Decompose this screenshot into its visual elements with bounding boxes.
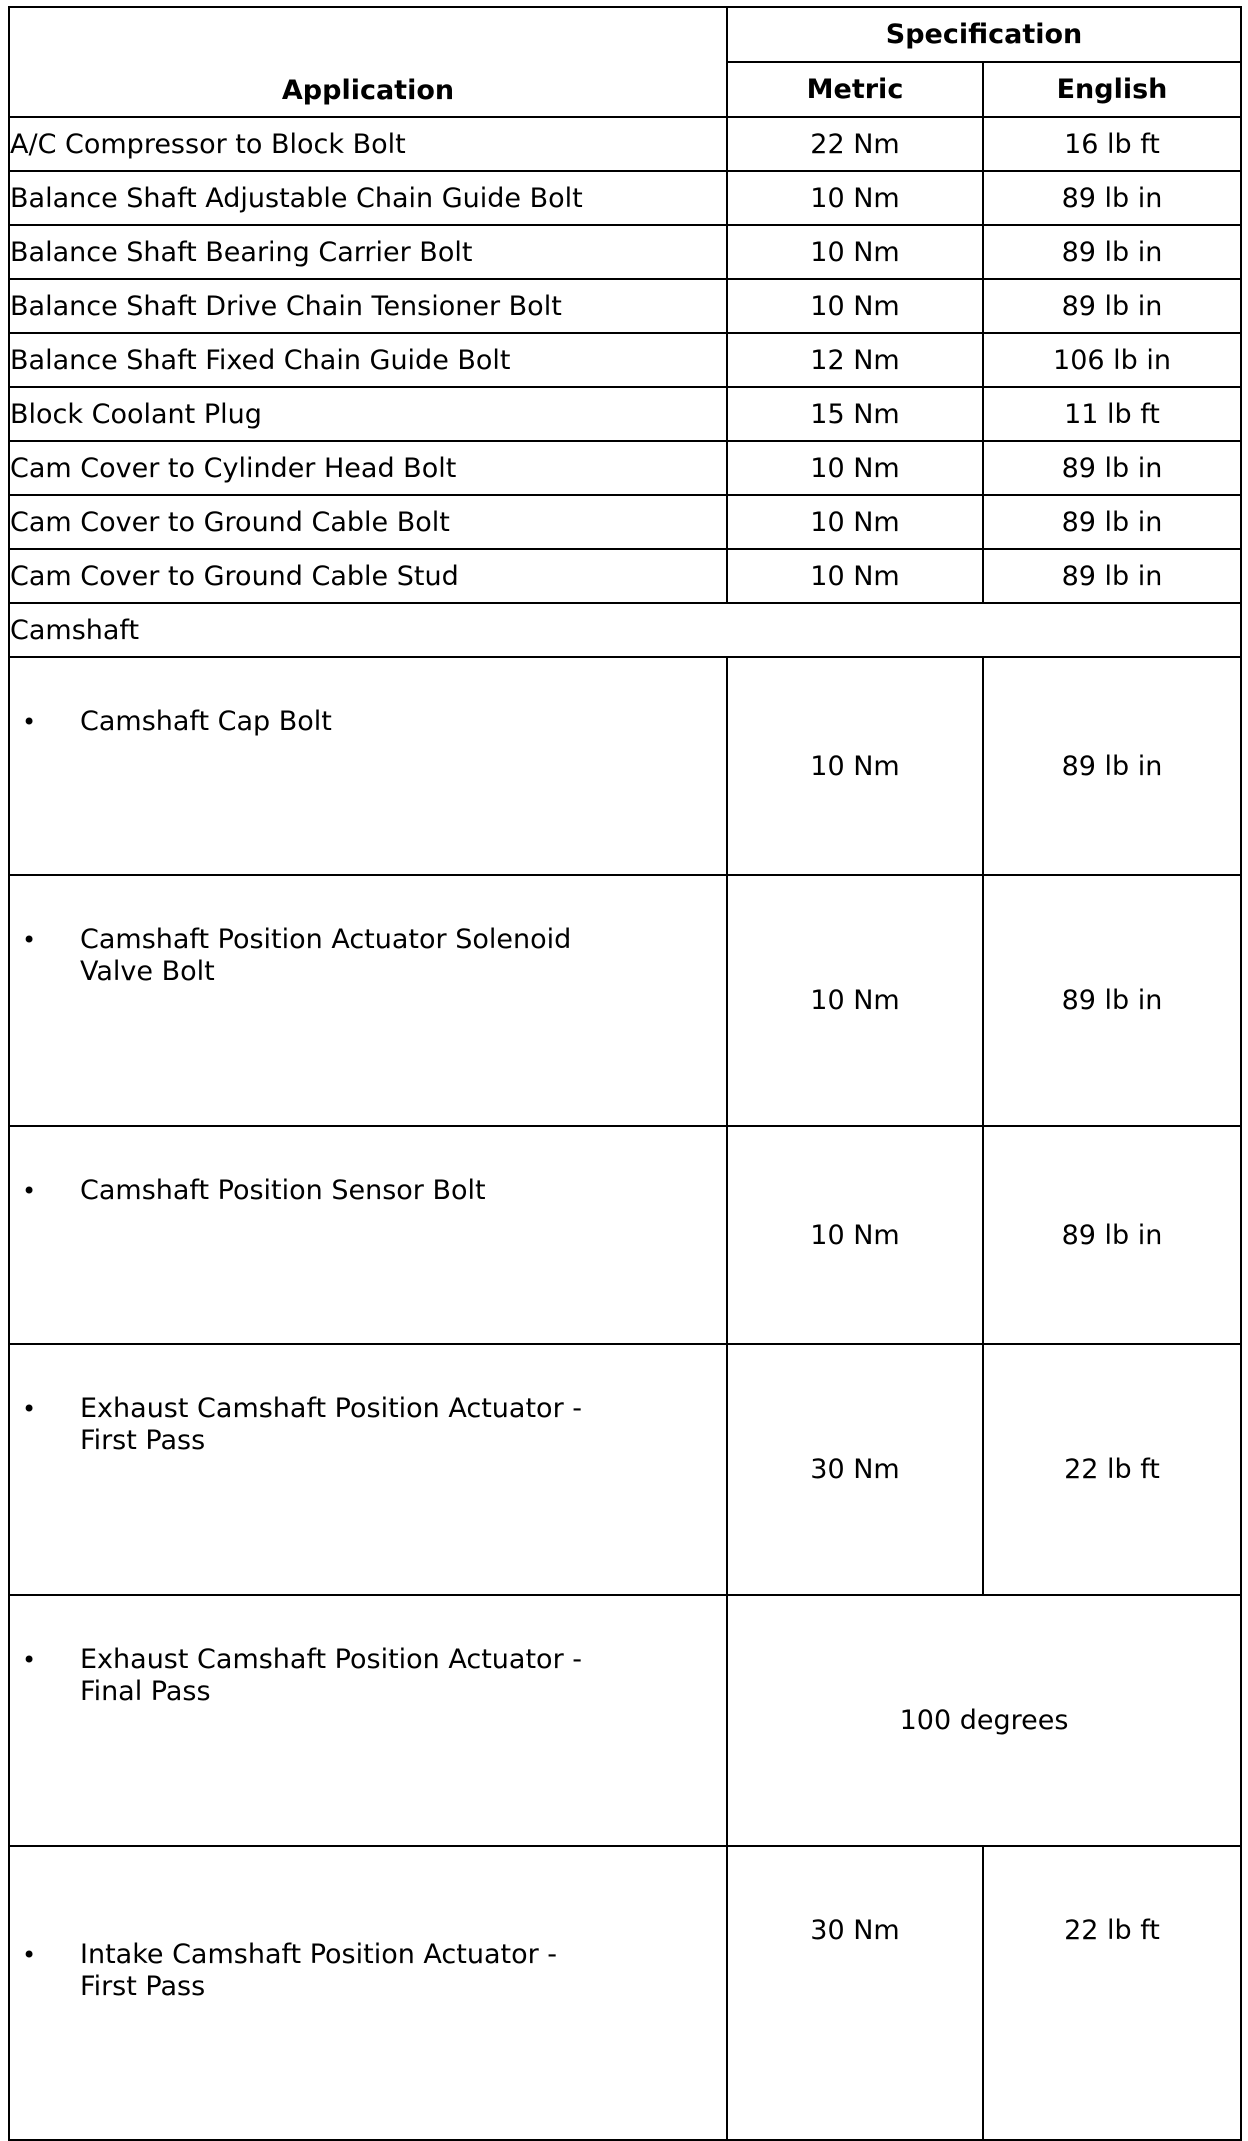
application-cell: Balance Shaft Drive Chain Tensioner Bolt [9,279,727,333]
english-cell: 89 lb in [983,657,1241,875]
table-row [9,387,1241,441]
table-row [9,171,1241,225]
application-cell: Balance Shaft Bearing Carrier Bolt [9,225,727,279]
english-cell: 22 lb ft [983,1344,1241,1595]
header-specification: Specification [727,7,1241,62]
table-row [9,1846,1241,2140]
metric-cell: 10 Nm [727,549,983,603]
table-row [9,1344,1241,1595]
application-cell: A/C Compressor to Block Bolt [9,117,727,171]
header-english: English [983,62,1241,117]
application-cell [9,657,727,875]
table-row [9,495,1241,549]
metric-cell: 10 Nm [727,657,983,875]
application-cell [9,1595,727,1846]
application-cell: Cam Cover to Ground Cable Bolt [9,495,727,549]
metric-cell: 10 Nm [727,441,983,495]
table-row [9,657,1241,875]
combined-spec-cell: 100 degrees [727,1595,1241,1846]
metric-cell: 30 Nm [727,1846,983,2140]
english-cell: 89 lb in [983,1126,1241,1344]
item-text: Camshaft Position Actuator Solenoid Valve Bolt [80,924,572,987]
group-header-row [9,603,1241,657]
metric-cell: 22 Nm [727,117,983,171]
application-cell: Balance Shaft Fixed Chain Guide Bolt [9,333,727,387]
metric-cell: 10 Nm [727,495,983,549]
table-row [9,279,1241,333]
bullet-icon: • [22,708,37,736]
table-row [9,117,1241,171]
metric-cell: 30 Nm [727,1344,983,1595]
english-cell: 11 lb ft [983,387,1241,441]
metric-cell: 10 Nm [727,279,983,333]
metric-cell: 10 Nm [727,875,983,1126]
torque-spec-table [8,6,1242,2141]
header-application: Application [9,7,727,117]
bullet-icon: • [22,1395,37,1423]
bullet-icon: • [22,1646,37,1674]
item-text: Exhaust Camshaft Position Actuator - First Pass [80,1393,582,1456]
metric-cell: 10 Nm [727,225,983,279]
application-cell: Cam Cover to Cylinder Head Bolt [9,441,727,495]
english-cell: 106 lb in [983,333,1241,387]
table-row [9,333,1241,387]
english-cell: 89 lb in [983,495,1241,549]
english-cell: 89 lb in [983,441,1241,495]
application-cell [9,1846,727,2140]
english-cell: 89 lb in [983,279,1241,333]
application-cell [9,1126,727,1344]
english-cell: 22 lb ft [983,1846,1241,2140]
english-cell: 89 lb in [983,875,1241,1126]
header-metric: Metric [727,62,983,117]
table-row [9,1126,1241,1344]
application-cell [9,875,727,1126]
table-row [9,549,1241,603]
metric-cell: 12 Nm [727,333,983,387]
metric-cell: 10 Nm [727,171,983,225]
table-row [9,875,1241,1126]
metric-cell: 15 Nm [727,387,983,441]
item-text: Intake Camshaft Position Actuator - First Pass [80,1939,558,2002]
item-text: Camshaft Cap Bolt [80,706,332,737]
bullet-icon: • [22,1941,37,1969]
english-cell: 89 lb in [983,225,1241,279]
application-cell: Balance Shaft Adjustable Chain Guide Bolt [9,171,727,225]
application-cell: Block Coolant Plug [9,387,727,441]
table-row [9,441,1241,495]
table-row [9,225,1241,279]
bullet-icon: • [22,1177,37,1205]
bullet-icon: • [22,926,37,954]
table-row [9,1595,1241,1846]
item-text: Camshaft Position Sensor Bolt [80,1175,486,1206]
english-cell: 89 lb in [983,549,1241,603]
application-cell [9,1344,727,1595]
group-label: Camshaft [9,603,1241,657]
item-text: Exhaust Camshaft Position Actuator - Final Pass [80,1644,582,1707]
metric-cell: 10 Nm [727,1126,983,1344]
english-cell: 16 lb ft [983,117,1241,171]
english-cell: 89 lb in [983,171,1241,225]
application-cell: Cam Cover to Ground Cable Stud [9,549,727,603]
